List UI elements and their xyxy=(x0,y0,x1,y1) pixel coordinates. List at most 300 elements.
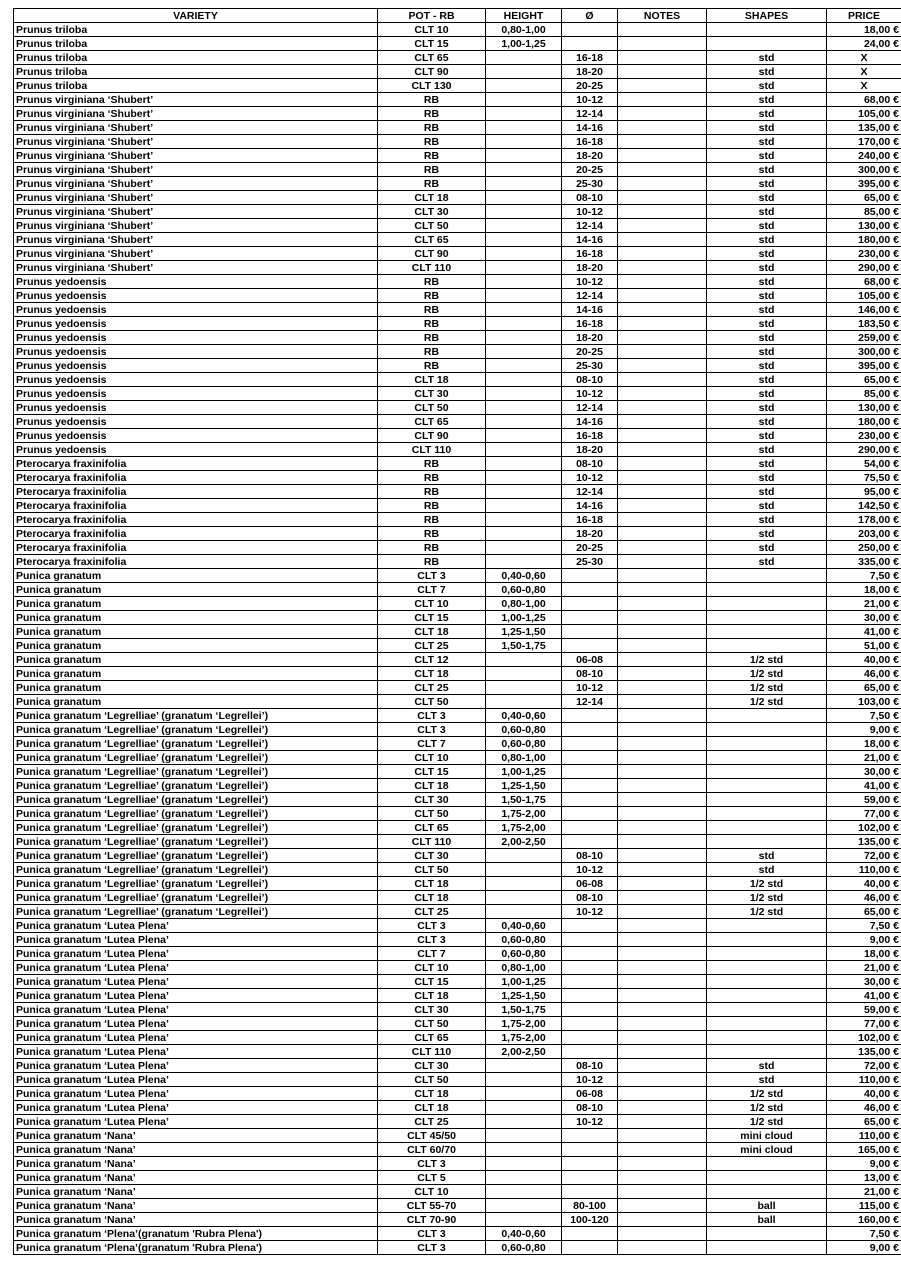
shape-cell: std xyxy=(707,513,827,527)
notes-cell xyxy=(618,555,707,569)
variety-cell: Punica granatum ‘Lutea Plena’ xyxy=(14,1031,378,1045)
variety-cell: Prunus virginiana ‘Shubert’ xyxy=(14,177,378,191)
shape-cell: std xyxy=(707,443,827,457)
variety-cell: Punica granatum ‘Legrelliae’ (granatum ‘Legrellei’) xyxy=(14,793,378,807)
shape-cell xyxy=(707,23,827,37)
diameter-cell xyxy=(562,597,618,611)
notes-cell xyxy=(618,611,707,625)
price-cell: 21,00 € xyxy=(827,961,901,975)
variety-cell: Prunus virginiana ‘Shubert’ xyxy=(14,261,378,275)
notes-cell xyxy=(618,443,707,457)
variety-cell: Prunus yedoensis xyxy=(14,401,378,415)
notes-cell xyxy=(618,1185,707,1199)
table-row xyxy=(14,541,901,555)
pot-cell: RB xyxy=(378,289,486,303)
height-cell xyxy=(486,653,562,667)
notes-cell xyxy=(618,947,707,961)
notes-cell xyxy=(618,373,707,387)
variety-cell: Prunus yedoensis xyxy=(14,345,378,359)
table-row xyxy=(14,653,901,667)
price-cell: 65,00 € xyxy=(827,905,901,919)
height-cell xyxy=(486,877,562,891)
table-row xyxy=(14,933,901,947)
height-cell xyxy=(486,345,562,359)
notes-cell xyxy=(618,933,707,947)
price-cell: 102,00 € xyxy=(827,821,901,835)
height-cell xyxy=(486,1171,562,1185)
pot-cell: RB xyxy=(378,541,486,555)
price-cell: 40,00 € xyxy=(827,877,901,891)
diameter-cell xyxy=(562,933,618,947)
pot-cell: RB xyxy=(378,177,486,191)
table-row xyxy=(14,107,901,121)
notes-cell xyxy=(618,835,707,849)
height-cell: 1,50-1,75 xyxy=(486,639,562,653)
pot-cell: CLT 18 xyxy=(378,1087,486,1101)
height-cell: 0,40-0,60 xyxy=(486,1227,562,1241)
shape-cell: std xyxy=(707,191,827,205)
notes-cell xyxy=(618,989,707,1003)
diameter-cell xyxy=(562,989,618,1003)
notes-cell xyxy=(618,331,707,345)
diameter-cell xyxy=(562,835,618,849)
table-row xyxy=(14,597,901,611)
height-cell xyxy=(486,79,562,93)
variety-cell: Punica granatum ‘Lutea Plena’ xyxy=(14,1087,378,1101)
pot-cell: CLT 25 xyxy=(378,681,486,695)
price-cell: 13,00 € xyxy=(827,1171,901,1185)
shape-cell: 1/2 std xyxy=(707,905,827,919)
variety-cell: Punica granatum ‘Lutea Plena’ xyxy=(14,919,378,933)
diameter-cell: 10-12 xyxy=(562,205,618,219)
shape-cell: std xyxy=(707,541,827,555)
table-row xyxy=(14,261,901,275)
notes-cell xyxy=(618,1227,707,1241)
diameter-cell: 14-16 xyxy=(562,303,618,317)
variety-cell: Punica granatum ‘Lutea Plena’ xyxy=(14,947,378,961)
notes-cell xyxy=(618,681,707,695)
col-header-shapes: SHAPES xyxy=(707,9,827,23)
shape-cell xyxy=(707,933,827,947)
shape-cell xyxy=(707,751,827,765)
height-cell xyxy=(486,1157,562,1171)
variety-cell: Punica granatum xyxy=(14,667,378,681)
table-row xyxy=(14,947,901,961)
price-cell: 30,00 € xyxy=(827,611,901,625)
col-header-diameter: Ø xyxy=(562,9,618,23)
height-cell: 0,80-1,00 xyxy=(486,597,562,611)
notes-cell xyxy=(618,1143,707,1157)
diameter-cell xyxy=(562,919,618,933)
table-row xyxy=(14,513,901,527)
pot-cell: CLT 50 xyxy=(378,863,486,877)
notes-cell xyxy=(618,1101,707,1115)
col-header-height: HEIGHT xyxy=(486,9,562,23)
height-cell xyxy=(486,373,562,387)
variety-cell: Punica granatum xyxy=(14,611,378,625)
shape-cell: std xyxy=(707,555,827,569)
diameter-cell: 20-25 xyxy=(562,541,618,555)
height-cell xyxy=(486,233,562,247)
notes-cell xyxy=(618,345,707,359)
notes-cell xyxy=(618,709,707,723)
notes-cell xyxy=(618,1031,707,1045)
shape-cell xyxy=(707,597,827,611)
variety-cell: Punica granatum ‘Lutea Plena’ xyxy=(14,975,378,989)
pot-cell: CLT 12 xyxy=(378,653,486,667)
pot-cell: RB xyxy=(378,359,486,373)
col-header-price: PRICE xyxy=(827,9,901,23)
pot-cell: RB xyxy=(378,107,486,121)
diameter-cell xyxy=(562,1017,618,1031)
variety-cell: Punica granatum xyxy=(14,681,378,695)
price-cell: 65,00 € xyxy=(827,681,901,695)
notes-cell xyxy=(618,79,707,93)
height-cell xyxy=(486,387,562,401)
pot-cell: CLT 3 xyxy=(378,1227,486,1241)
price-cell: 135,00 € xyxy=(827,121,901,135)
diameter-cell xyxy=(562,569,618,583)
price-cell: 18,00 € xyxy=(827,737,901,751)
price-cell: 18,00 € xyxy=(827,583,901,597)
pot-cell: CLT 50 xyxy=(378,695,486,709)
table-row xyxy=(14,1031,901,1045)
diameter-cell xyxy=(562,1185,618,1199)
diameter-cell: 14-16 xyxy=(562,415,618,429)
price-cell: 335,00 € xyxy=(827,555,901,569)
pot-cell: CLT 18 xyxy=(378,877,486,891)
variety-cell: Punica granatum ‘Plena’(granatum 'Rubra Plena') xyxy=(14,1227,378,1241)
shape-cell: mini cloud xyxy=(707,1143,827,1157)
notes-cell xyxy=(618,849,707,863)
diameter-cell xyxy=(562,765,618,779)
price-cell: 65,00 € xyxy=(827,1115,901,1129)
table-row xyxy=(14,751,901,765)
shape-cell xyxy=(707,821,827,835)
pot-cell: CLT 45/50 xyxy=(378,1129,486,1143)
pot-cell: CLT 50 xyxy=(378,1073,486,1087)
price-cell: X xyxy=(827,79,901,93)
variety-cell: Punica granatum ‘Lutea Plena’ xyxy=(14,1003,378,1017)
variety-cell: Prunus triloba xyxy=(14,37,378,51)
variety-cell: Pterocarya fraxinifolia xyxy=(14,541,378,555)
variety-cell: Punica granatum ‘Nana’ xyxy=(14,1157,378,1171)
diameter-cell: 08-10 xyxy=(562,191,618,205)
diameter-cell: 06-08 xyxy=(562,1087,618,1101)
height-cell xyxy=(486,429,562,443)
notes-cell xyxy=(618,905,707,919)
diameter-cell xyxy=(562,961,618,975)
diameter-cell: 10-12 xyxy=(562,387,618,401)
diameter-cell: 25-30 xyxy=(562,177,618,191)
height-cell: 1,50-1,75 xyxy=(486,1003,562,1017)
price-cell: 110,00 € xyxy=(827,1129,901,1143)
notes-cell xyxy=(618,569,707,583)
table-row xyxy=(14,723,901,737)
height-cell xyxy=(486,401,562,415)
shape-cell: 1/2 std xyxy=(707,1087,827,1101)
table-row xyxy=(14,219,901,233)
table-row xyxy=(14,373,901,387)
pot-cell: CLT 30 xyxy=(378,1003,486,1017)
price-cell: 95,00 € xyxy=(827,485,901,499)
notes-cell xyxy=(618,499,707,513)
variety-cell: Punica granatum xyxy=(14,653,378,667)
notes-cell xyxy=(618,653,707,667)
height-cell xyxy=(486,555,562,569)
shape-cell xyxy=(707,779,827,793)
diameter-cell: 14-16 xyxy=(562,121,618,135)
price-cell: 75,50 € xyxy=(827,471,901,485)
height-cell: 0,80-1,00 xyxy=(486,23,562,37)
variety-cell: Punica granatum ‘Legrelliae’ (granatum ‘Legrellei’) xyxy=(14,891,378,905)
variety-cell: Punica granatum ‘Nana’ xyxy=(14,1199,378,1213)
pot-cell: CLT 110 xyxy=(378,835,486,849)
shape-cell xyxy=(707,975,827,989)
table-row xyxy=(14,177,901,191)
diameter-cell: 10-12 xyxy=(562,905,618,919)
table-row xyxy=(14,429,901,443)
diameter-cell: 18-20 xyxy=(562,149,618,163)
diameter-cell: 10-12 xyxy=(562,471,618,485)
shape-cell xyxy=(707,723,827,737)
shape-cell xyxy=(707,1185,827,1199)
pot-cell: CLT 10 xyxy=(378,23,486,37)
notes-cell xyxy=(618,415,707,429)
diameter-cell: 12-14 xyxy=(562,107,618,121)
price-cell: 102,00 € xyxy=(827,1031,901,1045)
price-cell: X xyxy=(827,65,901,79)
variety-cell: Punica granatum ‘Legrelliae’ (granatum ‘Legrellei’) xyxy=(14,807,378,821)
table-row xyxy=(14,1087,901,1101)
diameter-cell xyxy=(562,1227,618,1241)
pot-cell: CLT 3 xyxy=(378,919,486,933)
pot-cell: CLT 10 xyxy=(378,1185,486,1199)
shape-cell: std xyxy=(707,205,827,219)
variety-cell: Pterocarya fraxinifolia xyxy=(14,527,378,541)
shape-cell xyxy=(707,709,827,723)
table-row xyxy=(14,989,901,1003)
shape-cell: 1/2 std xyxy=(707,653,827,667)
variety-cell: Punica granatum ‘Nana’ xyxy=(14,1129,378,1143)
table-row xyxy=(14,1227,901,1241)
price-cell: 85,00 € xyxy=(827,205,901,219)
shape-cell: std xyxy=(707,289,827,303)
shape-cell: std xyxy=(707,373,827,387)
table-row xyxy=(14,583,901,597)
table-row xyxy=(14,905,901,919)
price-cell: 18,00 € xyxy=(827,23,901,37)
table-row xyxy=(14,471,901,485)
variety-cell: Punica granatum ‘Nana’ xyxy=(14,1185,378,1199)
variety-cell: Prunus yedoensis xyxy=(14,289,378,303)
pot-cell: CLT 30 xyxy=(378,205,486,219)
height-cell xyxy=(486,107,562,121)
pot-cell: RB xyxy=(378,527,486,541)
variety-cell: Punica granatum ‘Nana’ xyxy=(14,1171,378,1185)
price-cell: 77,00 € xyxy=(827,807,901,821)
diameter-cell: 16-18 xyxy=(562,135,618,149)
pot-cell: CLT 15 xyxy=(378,611,486,625)
price-cell: 46,00 € xyxy=(827,891,901,905)
shape-cell: 1/2 std xyxy=(707,877,827,891)
table-row xyxy=(14,359,901,373)
price-cell: 230,00 € xyxy=(827,429,901,443)
notes-cell xyxy=(618,751,707,765)
notes-cell xyxy=(618,527,707,541)
height-cell xyxy=(486,205,562,219)
table-row xyxy=(14,303,901,317)
notes-cell xyxy=(618,23,707,37)
col-header-variety: VARIETY xyxy=(14,9,378,23)
diameter-cell xyxy=(562,1003,618,1017)
diameter-cell xyxy=(562,1157,618,1171)
height-cell xyxy=(486,1143,562,1157)
shape-cell: std xyxy=(707,1073,827,1087)
height-cell: 1,00-1,25 xyxy=(486,37,562,51)
notes-cell xyxy=(618,961,707,975)
notes-cell xyxy=(618,121,707,135)
notes-cell xyxy=(618,387,707,401)
diameter-cell: 08-10 xyxy=(562,891,618,905)
variety-cell: Punica granatum ‘Nana’ xyxy=(14,1143,378,1157)
diameter-cell xyxy=(562,821,618,835)
pot-cell: CLT 7 xyxy=(378,583,486,597)
notes-cell xyxy=(618,261,707,275)
height-cell: 1,25-1,50 xyxy=(486,989,562,1003)
notes-cell xyxy=(618,471,707,485)
pot-cell: CLT 10 xyxy=(378,597,486,611)
height-cell: 0,60-0,80 xyxy=(486,737,562,751)
diameter-cell xyxy=(562,1031,618,1045)
price-cell: 21,00 € xyxy=(827,1185,901,1199)
shape-cell: std xyxy=(707,177,827,191)
notes-cell xyxy=(618,401,707,415)
price-cell: 135,00 € xyxy=(827,835,901,849)
notes-cell xyxy=(618,765,707,779)
shape-cell: ball xyxy=(707,1199,827,1213)
table-row xyxy=(14,247,901,261)
variety-cell: Punica granatum ‘Legrelliae’ (granatum ‘Legrellei’) xyxy=(14,905,378,919)
notes-cell xyxy=(618,1073,707,1087)
notes-cell xyxy=(618,919,707,933)
shape-cell: std xyxy=(707,849,827,863)
price-cell: 110,00 € xyxy=(827,1073,901,1087)
table-header-row xyxy=(14,9,901,23)
table-row xyxy=(14,667,901,681)
table-row xyxy=(14,1143,901,1157)
shape-cell: std xyxy=(707,485,827,499)
table-row xyxy=(14,1199,901,1213)
notes-cell xyxy=(618,93,707,107)
variety-cell: Prunus yedoensis xyxy=(14,303,378,317)
pot-cell: CLT 30 xyxy=(378,793,486,807)
table-row xyxy=(14,345,901,359)
diameter-cell xyxy=(562,709,618,723)
diameter-cell xyxy=(562,1129,618,1143)
variety-cell: Pterocarya fraxinifolia xyxy=(14,485,378,499)
price-cell: 59,00 € xyxy=(827,793,901,807)
table-row xyxy=(14,765,901,779)
height-cell: 0,60-0,80 xyxy=(486,947,562,961)
diameter-cell: 18-20 xyxy=(562,443,618,457)
diameter-cell: 80-100 xyxy=(562,1199,618,1213)
pot-cell: CLT 65 xyxy=(378,233,486,247)
price-cell: 41,00 € xyxy=(827,625,901,639)
price-cell: 30,00 € xyxy=(827,975,901,989)
table-row xyxy=(14,1171,901,1185)
notes-cell xyxy=(618,1241,707,1255)
pot-cell: CLT 25 xyxy=(378,639,486,653)
height-cell: 0,60-0,80 xyxy=(486,933,562,947)
price-cell: 24,00 € xyxy=(827,37,901,51)
diameter-cell xyxy=(562,751,618,765)
notes-cell xyxy=(618,975,707,989)
table-row xyxy=(14,625,901,639)
pot-cell: CLT 65 xyxy=(378,1031,486,1045)
shape-cell: 1/2 std xyxy=(707,681,827,695)
pot-cell: CLT 50 xyxy=(378,401,486,415)
shape-cell xyxy=(707,807,827,821)
height-cell xyxy=(486,905,562,919)
notes-cell xyxy=(618,1017,707,1031)
diameter-cell: 16-18 xyxy=(562,513,618,527)
notes-cell xyxy=(618,1087,707,1101)
height-cell xyxy=(486,275,562,289)
shape-cell xyxy=(707,835,827,849)
pot-cell: RB xyxy=(378,331,486,345)
height-cell: 1,00-1,25 xyxy=(486,975,562,989)
price-cell: 240,00 € xyxy=(827,149,901,163)
table-row xyxy=(14,695,901,709)
notes-cell xyxy=(618,289,707,303)
price-cell: 178,00 € xyxy=(827,513,901,527)
shape-cell: std xyxy=(707,261,827,275)
height-cell: 0,40-0,60 xyxy=(486,919,562,933)
variety-cell: Prunus yedoensis xyxy=(14,415,378,429)
table-row xyxy=(14,807,901,821)
price-cell: 7,50 € xyxy=(827,709,901,723)
height-cell: 2,00-2,50 xyxy=(486,1045,562,1059)
shape-cell: std xyxy=(707,387,827,401)
table-row xyxy=(14,387,901,401)
diameter-cell xyxy=(562,723,618,737)
shape-cell: mini cloud xyxy=(707,1129,827,1143)
shape-cell xyxy=(707,611,827,625)
diameter-cell: 25-30 xyxy=(562,555,618,569)
height-cell xyxy=(486,191,562,205)
table-row xyxy=(14,93,901,107)
diameter-cell: 08-10 xyxy=(562,373,618,387)
height-cell: 1,50-1,75 xyxy=(486,793,562,807)
variety-cell: Prunus virginiana ‘Shubert’ xyxy=(14,135,378,149)
notes-cell xyxy=(618,723,707,737)
shape-cell: std xyxy=(707,233,827,247)
pot-cell: CLT 18 xyxy=(378,989,486,1003)
pot-cell: RB xyxy=(378,135,486,149)
notes-cell xyxy=(618,191,707,205)
height-cell xyxy=(486,1115,562,1129)
variety-cell: Punica granatum ‘Legrelliae’ (granatum ‘Legrellei’) xyxy=(14,877,378,891)
table-row xyxy=(14,709,901,723)
variety-cell: Prunus virginiana ‘Shubert’ xyxy=(14,247,378,261)
shape-cell: std xyxy=(707,499,827,513)
height-cell xyxy=(486,695,562,709)
diameter-cell: 08-10 xyxy=(562,1059,618,1073)
height-cell xyxy=(486,149,562,163)
diameter-cell xyxy=(562,975,618,989)
diameter-cell: 10-12 xyxy=(562,1115,618,1129)
